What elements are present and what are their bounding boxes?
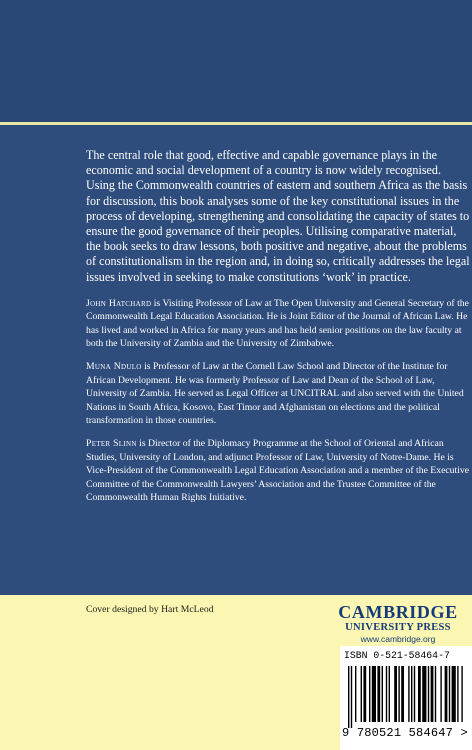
author-bio — [86, 437, 472, 504]
author-name: John Hatchard — [86, 297, 152, 309]
barcode-bar — [452, 666, 456, 722]
barcode-bar — [428, 666, 429, 722]
ean-end-mark: > — [460, 726, 468, 740]
author-bio-text: is Director of the Diplomacy Programme at the School of Oriental and African Studies, University of London, and adjunct Professor of Law, University of Notre-Dame. He is Vice-President of the Commonwealth Legal Education Association and a member of the Executive Committee of the Commonwealth Lawyers’ Association and the Trustee Committee of the Commonwealth Human Rights Initiative. — [86, 438, 470, 504]
barcode-bar — [422, 666, 426, 722]
barcode-bar — [389, 666, 390, 722]
barcode-bar — [445, 666, 448, 722]
barcode-bar — [435, 666, 436, 722]
barcode-bar — [382, 666, 383, 722]
barcode-bars — [346, 666, 466, 728]
author-bio-text: is Professor of Law at the Cornell Law School and Director of the Institute for African Development. He was formerly Professor of Law and Dean of the School of Law, University of Zambia. He served as Legal Officer at UNCITRAL and also served with the United Nations in South Africa, Kosovo, East Timor and Afghanistan on elections and the political transformation in those countries. — [86, 361, 464, 427]
ean-right-group: 584647 — [408, 726, 454, 740]
cover-credit: Cover designed by Hart McLeod — [86, 604, 214, 615]
barcode-bar — [351, 666, 352, 728]
author-name: Muna Ndulo — [86, 361, 142, 373]
barcode-bar — [457, 666, 458, 722]
isbn-label: ISBN 0-521-58464-7 — [344, 650, 450, 661]
barcode-bar — [398, 666, 399, 722]
ean-digits — [342, 726, 468, 740]
publisher-url: www.cambridge.org — [360, 634, 436, 644]
barcode-bar — [418, 666, 421, 722]
back-cover-text — [86, 148, 472, 505]
barcode-bar — [361, 666, 362, 722]
barcode-bar — [449, 666, 450, 722]
barcode-bar — [377, 666, 380, 722]
publisher-name: CAMBRIDGE — [338, 602, 458, 622]
barcode-bar — [401, 666, 404, 722]
barcode-bar — [348, 666, 349, 728]
barcode-bar — [386, 666, 387, 722]
ean-first-digit: 9 — [342, 726, 350, 740]
barcode-bar — [440, 666, 441, 722]
barcode-bar — [369, 666, 370, 722]
ean-left-group: 780521 — [356, 726, 402, 740]
barcode-bar — [355, 666, 356, 722]
barcode-bar — [414, 666, 415, 722]
barcode-bar — [394, 666, 397, 722]
author-name: Peter Slinn — [86, 438, 137, 450]
publisher-subtitle: UNIVERSITY PRESS — [345, 622, 451, 633]
barcode-bar — [461, 666, 462, 722]
author-bio — [86, 297, 472, 351]
barcode-bar — [431, 666, 434, 722]
barcode-bar — [363, 666, 366, 722]
book-blurb: The central role that good, effective and capable governance plays in the economic and social development of a country is now widely recognised. Using the Commonwealth countries of eastern and southern Africa as the basis for discussion, this book analyses some of the key constitutional issues in the process of developing, strengthening and consolidating the capacity of states to ensure the good governance of their peoples. Utilising comparative material, the book seeks to draw lessons, both positive and negative, about the problems of constitutionalism in the region and, in doing so, critically addresses the legal issues involved in seeking to make constitutions ‘work’ in practice. — [86, 148, 470, 284]
barcode-bar — [372, 666, 376, 722]
barcode — [340, 646, 472, 750]
author-bio — [86, 360, 472, 427]
publisher-logo — [330, 603, 466, 645]
barcode-bar — [411, 666, 412, 722]
top-band — [0, 0, 472, 122]
barcode-bar — [408, 666, 409, 722]
author-bio-text: is Visiting Professor of Law at The Open University and General Secretary of the Commonwealth Legal Education Association. He is Joint Editor of the Journal of African Law. He has lived and worked in Africa for many years and has held senior positions on the law faculty at both the University of Zambia and the University of Zimbabwe. — [86, 297, 469, 350]
